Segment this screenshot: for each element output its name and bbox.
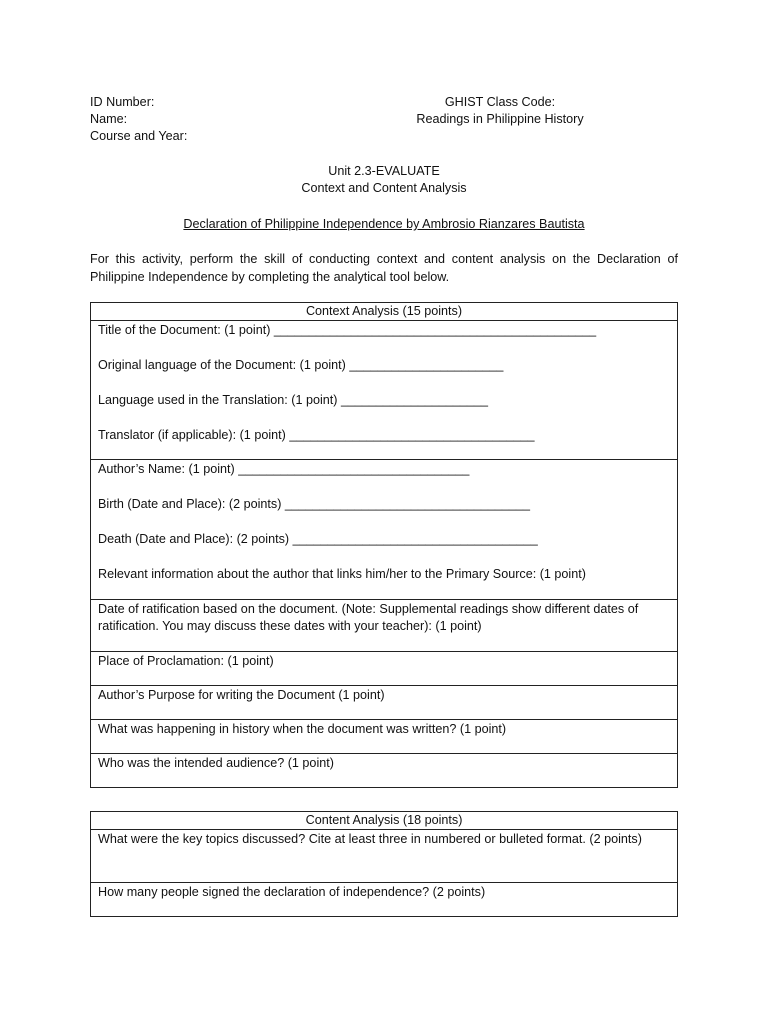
id-number-label: ID Number:: [90, 95, 155, 109]
course-title: Readings in Philippine History: [416, 112, 584, 126]
unit-title: Unit 2.3-EVALUATE: [328, 164, 440, 178]
birth-field[interactable]: Birth (Date and Place): (2 points) ___________________________________: [98, 497, 531, 511]
historical-context-cell[interactable]: What was happening in history when the document was written? (1 point): [91, 720, 678, 754]
content-analysis-table: [90, 811, 678, 917]
ratification-cell[interactable]: Date of ratification based on the document. (Note: Supplemental readings show different dates of ratification. You may discuss these dates with your teacher): (1 point): [91, 600, 678, 652]
class-code-label: GHIST Class Code:: [444, 95, 556, 109]
context-analysis-table: [90, 302, 678, 788]
student-info-block: [90, 94, 187, 145]
death-field[interactable]: Death (Date and Place): (2 points) ___________________________________: [98, 532, 538, 546]
document-title: Declaration of Philippine Independence by Ambrosio Rianzares Bautista: [183, 217, 585, 231]
key-topics-cell[interactable]: What were the key topics discussed? Cite at least three in numbered or bulleted format. (2 points): [91, 830, 678, 883]
title-field[interactable]: Title of the Document: (1 point) ______________________________________________: [98, 323, 597, 337]
translation-language-field[interactable]: Language used in the Translation: (1 point) _____________________: [98, 393, 489, 407]
context-analysis-heading: Context Analysis (15 points): [91, 303, 678, 321]
translator-field[interactable]: Translator (if applicable): (1 point) ___________________________________: [98, 428, 535, 442]
intended-audience-cell[interactable]: Who was the intended audience? (1 point): [91, 754, 678, 788]
unit-subtitle: Context and Content Analysis: [301, 181, 467, 195]
relevant-info-field[interactable]: Relevant information about the author that links him/her to the Primary Source: (1 point): [98, 567, 586, 581]
place-of-proclamation-cell[interactable]: Place of Proclamation: (1 point): [91, 652, 678, 686]
course-year-label: Course and Year:: [90, 129, 188, 143]
document-info-cell[interactable]: [91, 321, 678, 460]
authors-purpose-cell[interactable]: Author’s Purpose for writing the Document (1 point): [91, 686, 678, 720]
original-language-field[interactable]: Original language of the Document: (1 point) ______________________: [98, 358, 504, 372]
author-name-field[interactable]: Author’s Name: (1 point) _________________________________: [98, 462, 470, 476]
author-info-cell[interactable]: [91, 460, 678, 600]
signers-count-cell[interactable]: How many people signed the declaration of independence? (2 points): [91, 883, 678, 917]
class-info-block: [380, 94, 620, 128]
name-label: Name:: [90, 112, 128, 126]
unit-heading: [90, 163, 678, 197]
document-title-line: [90, 216, 678, 233]
instructions-paragraph: For this activity, perform the skill of conducting context and content analysis on the Declaration of Philippine Independence by completing the analytical tool below.: [90, 252, 678, 284]
content-analysis-heading: Content Analysis (18 points): [91, 812, 678, 830]
